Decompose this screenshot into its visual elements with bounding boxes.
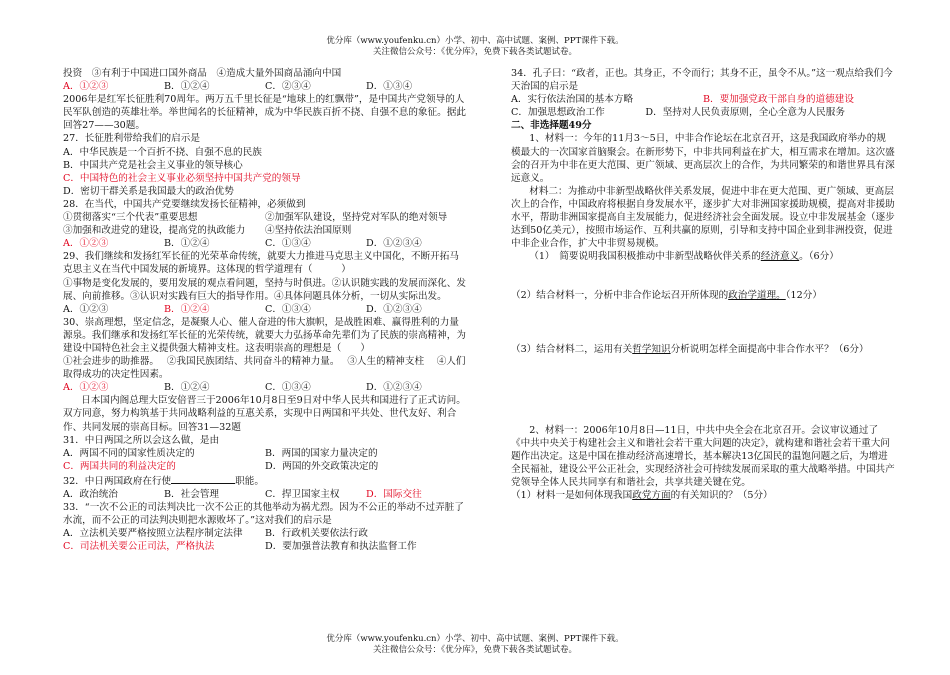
q31-option-c: C．两国共同的利益决定的 xyxy=(63,460,176,472)
q30-item-2: ②我国民族团结、共同奋斗的精神力量。 xyxy=(166,356,335,368)
q27-stem: 27．长征胜利带给我们的启示是 xyxy=(63,133,200,145)
header-line-1: 优分库（www.youfenku.cn）小学、初中、高中试题、案例、PPT课件下载。 xyxy=(326,36,624,46)
q34-options-row1 xyxy=(511,93,895,106)
q29-option-a: A．①②③ xyxy=(63,303,109,315)
q31-options-row2 xyxy=(63,460,467,473)
q28-items-row1 xyxy=(63,211,467,224)
q32-stem-post: 职能。 xyxy=(235,475,264,487)
sub-question-3-keyword: 哲学知识 xyxy=(632,343,671,355)
sub-question-1 xyxy=(511,250,895,263)
q34-option-a: A．实行依法治国的基本方略 xyxy=(511,94,634,106)
sub-question-4-keyword: 政党方面 xyxy=(632,490,671,502)
q26-option-b: B．①②④ xyxy=(164,81,210,93)
q26-tail: 投资 ③有利于中国进口国外商品 ④造成大量外国商品涌向中国 xyxy=(63,68,342,79)
q31-stem: 31．中日两国之所以会这么做，是由 xyxy=(63,434,220,446)
long-march-intro: 2006年是红军长征胜利70周年。两万五千里长征是“地球上的红飘带”，是中国共产党领导的人民军队创造的英雄壮举。举世闻名的长征精神，成为中华民族百折不挠、自强不息的象征。据此回答27——30题。 xyxy=(63,94,466,132)
sub-question-2-pre: （2）结合材料一，分析中非合作论坛召开所体现的 xyxy=(511,290,729,302)
footer-line-1: 优分库（www.youfenku.cn）小学、初中、高中试题、案例、PPT课件下载。 xyxy=(326,634,624,644)
material-1: 1、材料一：今年的11月3～5日，中非合作论坛在北京召开，这是我国政府举办的规模最大的一次国家首脑聚会。在新形势下，中非共同利益在扩大，相互需求在增加。这次盛会的召开为中非在更大范围、更广领域、更高层次上的合作，为共同繁荣的和谐世界具有深远意义。 xyxy=(511,133,895,184)
q32-option-d: D．国际交往 xyxy=(366,489,422,500)
sub-question-4-pre: （1）材料一是如何体现我国 xyxy=(511,490,633,502)
q32-option-c: C．捍卫国家主权 xyxy=(265,489,340,500)
q30-options xyxy=(63,381,467,394)
q32-option-b: B．社会管理 xyxy=(164,489,220,500)
q29-items: ①事物是变化发展的，要用发展的观点看问题，坚持与时俱进。②认识随实践的发展而深化、发展、向前推移。③认识对实践有巨大的指导作用。④具体问题具体分析，一切从实际出发。 xyxy=(63,277,466,302)
page-header xyxy=(0,36,950,57)
q28-items-row2 xyxy=(63,224,467,237)
section-2-title-text: 二、非选择题49分 xyxy=(511,120,592,132)
q29-option-c: C．①③④ xyxy=(265,303,311,315)
header-line-2: 关注微信公众号：《优分库》，免费下载各类试题试卷。 xyxy=(372,46,577,57)
right-column xyxy=(511,67,895,502)
section-2-title xyxy=(511,119,895,132)
q28-item-3: ③加强和改进党的建设，提高党的执政能力 xyxy=(63,225,246,237)
q29-option-b: B．①②④ xyxy=(164,303,210,315)
q31-option-a: A．两国不同的国家性质决定的 xyxy=(63,447,195,459)
q33-option-b: B．行政机关要依法行政 xyxy=(265,528,368,540)
material-2: 材料二：为推动中非新型战略伙伴关系发展，促进中非在更大范围、更广领域、更高层次上的合作，中国政府将根据自身发展水平，逐步扩大对非洲国家援助规模，提高对非援助水平，帮助非洲国家提高自主发展能力，促进经济社会全面发展。设立中非发展基金（逐步达到50亿美元），按照市场运作、互利共赢的原则，引导和支持中国企业到非洲投资，促进中非企业合作，扩大中非贸易规模。 xyxy=(511,185,895,250)
q32-stem-pre: 32．中日两国政府在行使 xyxy=(63,475,172,487)
q31-option-b: B．两国的国家力量决定的 xyxy=(265,447,378,459)
q33-options-row1 xyxy=(63,527,467,540)
footer-line-2: 关注微信公众号：《优分库》，免费下载各类试题试卷。 xyxy=(372,644,577,655)
q28-stem: 28．在当代，中国共产党要继续发扬长征精神，必须做到 xyxy=(63,198,306,210)
q30-option-b: B．①②④ xyxy=(164,382,210,394)
q33-option-a: A．立法机关要严格按照立法程序制定法律 xyxy=(63,528,243,540)
material-3: 2、材料一：2006年10月8日—11日，中共中央全会在北京召开。会议审议通过了《中共中央关于构建社会主义和谐社会若干重大问题的决定》，就构建和谐社会若干重大问题作出决定。这是中国在推动经济高速增长，基本解决13亿国民的温饱问题之后，为增进全民福祉，建设公平公正社会，实现经济社会可持续发展而采取的重大战略举措。中国共产党领导全体人民共同享有和谐社会，共享共建关键在党。 xyxy=(511,424,895,488)
sub-question-2-keyword: 政治学道理。 xyxy=(728,290,786,302)
q26-option-a: A．①②③ xyxy=(63,81,109,93)
q26-option-c: C．②③④ xyxy=(265,81,311,93)
q33-option-c: C．司法机关要公正司法，严格执法 xyxy=(63,541,215,553)
q34-option-b: B．要加强党政干部自身的道德建设 xyxy=(703,94,854,106)
sub-question-4-post: 的有关知识的？（5分） xyxy=(670,490,773,502)
q27-option-c: C．中国特色的社会主义事业必须坚持中国共产党的领导 xyxy=(63,172,301,184)
q34-options-row2 xyxy=(511,106,895,119)
q30-option-c: C．①③④ xyxy=(265,382,311,394)
q28-option-a: A．①②③ xyxy=(63,238,109,250)
page-footer xyxy=(0,634,950,655)
q30-option-a: A．①②③ xyxy=(63,382,109,394)
q28-item-1: ①贯彻落实“三个代表”重要思想 xyxy=(63,212,198,224)
q34-option-c: C．加强思想政治工作 xyxy=(511,107,605,119)
sub-question-1-pre: （1） 简要说明我国积极推动中非新型战略伙伴关系的 xyxy=(529,251,761,263)
q30-stem: 30、崇高理想，坚定信念，是凝聚人心、催人奋进的伟大旗帜，是战胜困难、赢得胜利的力量源泉。我们继承和发扬红军长征的光荣传统，就要大力弘扬革命先辈们为了民族的崇高精神，为建设中国特色社会主义提供强大精神支柱。这表明崇高的理想是（ ） xyxy=(63,316,466,354)
q30-item-4: ④人们取得成功的决定性因素。 xyxy=(63,356,466,381)
q34-stem: 34．孔子曰：“政者，正也。其身正，不令而行；其身不正，虽令不从。”这一观点给我们今天治国的启示是 xyxy=(511,68,893,93)
q32-option-a: A．政治统治 xyxy=(63,489,118,500)
q33-option-d: D．要加强普法教育和执法监督工作 xyxy=(265,541,417,553)
q28-options xyxy=(63,237,467,250)
japan-visit-intro: 日本国内阁总理大臣安倍晋三于2006年10月8日至9日对中华人民共和国进行了正式访问。双方同意，努力构筑基于共同战略利益的互惠关系，实现中日两国和平共处、世代友好、利合作、共同发展的崇高目标。回答31—32题 xyxy=(63,395,466,433)
q30-item-1: ①社会进步的助推器。 xyxy=(63,356,155,368)
q32-stem xyxy=(63,473,467,488)
q28-item-2: ②加强军队建设，坚持党对军队的绝对领导 xyxy=(265,212,448,224)
q28-option-c: C．①③④ xyxy=(265,238,311,250)
q32-blank xyxy=(171,473,235,484)
q33-options-row2 xyxy=(63,540,467,553)
q29-options xyxy=(63,303,467,316)
sub-question-2 xyxy=(511,289,895,302)
sub-question-1-keyword: 经济意义 xyxy=(760,251,800,263)
left-column xyxy=(63,67,467,553)
q29-option-d: D．①②③④ xyxy=(366,303,422,315)
q29-stem: 29、我们继续和发扬红军长征的光荣革命传统，就要大力推进马克思主义中国化，不断开拓马克思主义在当代中国发展的新境界。这体现的哲学道理有（ ） xyxy=(63,251,459,276)
q26-option-d: D．①③④ xyxy=(366,81,413,93)
sub-question-4 xyxy=(511,489,895,502)
q30-item-3: ③人生的精神支柱 xyxy=(347,356,425,368)
q32-options xyxy=(63,488,467,501)
q34-option-d: D．坚持对人民负责原则，全心全意为人民服务 xyxy=(645,107,845,119)
sub-question-3-pre: （3）结合材料二，运用有关 xyxy=(511,343,633,355)
q26-options xyxy=(63,80,467,93)
sub-question-1-post: 。（6分） xyxy=(799,251,839,263)
q30-option-d: D．①②③④ xyxy=(366,382,422,394)
q27-option-b: B．中国共产党是社会主义事业的领导核心 xyxy=(63,159,243,171)
q31-option-d: D．两国的外交政策决定的 xyxy=(265,460,379,472)
sub-question-3 xyxy=(511,343,895,356)
q28-option-b: B．①②④ xyxy=(164,238,210,250)
q30-items xyxy=(63,355,467,381)
q33-stem: 33．“一次不公正的司法判决比一次不公正的其他举动为祸尤烈。因为不公正的举动不过弄脏了水流，而不公正的司法判决则把水源败坏了。”这对我们的启示是 xyxy=(63,502,464,527)
q28-option-d: D．①②③④ xyxy=(366,238,422,250)
q27-option-d: D．密切干群关系是我国最大的政治优势 xyxy=(63,185,234,197)
sub-question-2-post: （12分） xyxy=(785,290,822,302)
q27-option-a: A．中华民族是一个百折不挠、自强不息的民族 xyxy=(63,146,262,158)
q28-item-4: ④坚持依法治国原则 xyxy=(265,225,352,237)
sub-question-3-post: 分析说明怎样全面提高中非合作水平？（6分） xyxy=(670,343,869,355)
q31-options-row1 xyxy=(63,447,467,460)
